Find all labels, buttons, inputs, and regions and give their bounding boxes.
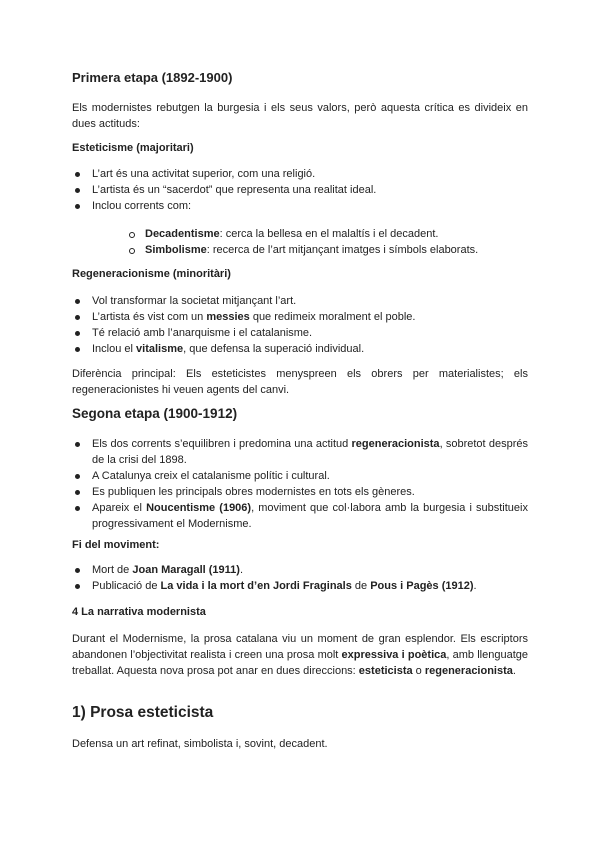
text-part: Apareix el: [92, 502, 147, 514]
paragraph-prosa-esteticista: Defensa un art refinat, simbolista i, sovint, decadent.: [72, 738, 328, 750]
list-item: [129, 242, 529, 258]
term-decadentisme: Decadentisme: [145, 228, 220, 240]
list-item: L’art és una activitat superior, com una religió.: [72, 166, 528, 182]
heading-fi-moviment: Fi del moviment:: [72, 539, 160, 551]
term-regeneracionista-narrativa: regeneracionista: [424, 665, 513, 677]
text-part: , amb llenguatge treballat. Aquesta nova prosa pot anar en dues direccions:: [72, 649, 529, 677]
paragraph-diferencia: Diferència principal: Els esteticistes menyspreen els obrers per materialistes; els regeneracionistes hi veuen agents del canvi.: [72, 368, 528, 396]
text-part: que redimeix moralment el poble.: [249, 311, 416, 323]
term-regeneracionista: regeneracionista: [351, 438, 440, 450]
text-part: Publicació de: [92, 580, 161, 592]
term-messies: messies: [206, 311, 250, 323]
list-item: A Catalunya creix el catalanisme polític i cultural.: [72, 468, 528, 484]
text-part: Els dos corrents s’equilibren i predomina una actitud: [92, 438, 352, 450]
term-vitalisme: vitalisme: [136, 343, 184, 355]
text-part: , moviment que col·labora amb la burgesia i substitueix progressivament el Modernisme.: [92, 502, 528, 530]
text-part: Mort de: [92, 564, 133, 576]
list-item: [129, 226, 529, 242]
list-item: Inclou corrents com:: [72, 198, 528, 214]
list-item: [72, 578, 528, 594]
list-item: [72, 562, 528, 578]
list-item: [72, 341, 528, 357]
list-item: L’artista és un “sacerdot” que representa una realitat ideal.: [72, 182, 528, 198]
list-item: Es publiquen les principals obres modernistes en tots els gèneres.: [72, 484, 528, 500]
text-part: Inclou el: [92, 343, 137, 355]
list-item: [72, 436, 528, 468]
list-segona-etapa: [72, 436, 528, 532]
paragraph-primera-intro: Els modernistes rebutgen la burgesia i els seus valors, però aquesta crítica es divideix en dues actituds:: [72, 102, 528, 130]
text-part: .: [473, 580, 477, 592]
heading-narrativa: 4 La narrativa modernista: [72, 606, 206, 618]
term-maragall: Joan Maragall (1911): [132, 564, 240, 576]
text-part: o: [412, 665, 425, 677]
list-regeneracionisme: [72, 293, 528, 357]
text-part: L’artista és vist com un: [92, 311, 207, 323]
text-part: .: [239, 564, 244, 576]
term-expressiva: expressiva i poètica: [341, 649, 447, 661]
text-part: , que defensa la superació individual.: [183, 343, 365, 355]
text-part: Durant el Modernisme, la prosa catalana viu un moment de gran esplendor. Els escriptors abandonen l’objectivitat realista i creen una prosa molt: [72, 633, 528, 661]
heading-prosa-esteticista: 1) Prosa esteticista: [72, 704, 214, 721]
heading-regeneracionisme: Regeneracionisme (minoritàri): [72, 268, 231, 280]
term-noucentisme: Noucentisme (1906): [146, 502, 252, 514]
text-decadentisme: : cerca la bellesa en el malaltís i el decadent.: [219, 228, 439, 240]
term-simbolisme: Simbolisme: [145, 244, 207, 256]
list-item: Té relació amb l’anarquisme i el catalanisme.: [72, 325, 528, 341]
text-part: .: [512, 665, 516, 677]
list-esteticisme: [72, 166, 528, 214]
list-fi-moviment: [72, 562, 528, 594]
heading-segona-etapa: Segona etapa (1900-1912): [72, 406, 238, 421]
paragraph-narrativa: [72, 631, 528, 679]
text-simbolisme: : recerca de l’art mitjançant imatges i símbols elaborats.: [206, 244, 479, 256]
list-item: [72, 309, 528, 325]
heading-esteticisme: Esteticisme (majoritari): [72, 142, 194, 154]
heading-primera-etapa: Primera etapa (1892-1900): [72, 70, 233, 85]
list-item: [72, 500, 528, 532]
term-esteticista: esteticista: [358, 665, 413, 677]
list-corrents: [129, 226, 529, 258]
term-pous-pages: Pous i Pagès (1912): [370, 580, 474, 592]
text-part: de: [351, 580, 371, 592]
list-item: Vol transformar la societat mitjançant l’art.: [72, 293, 528, 309]
text-part: , sobretot després de la crisi del 1898.: [92, 438, 528, 466]
term-fraginals: La vida i la mort d’en Jordi Fraginals: [160, 580, 352, 592]
